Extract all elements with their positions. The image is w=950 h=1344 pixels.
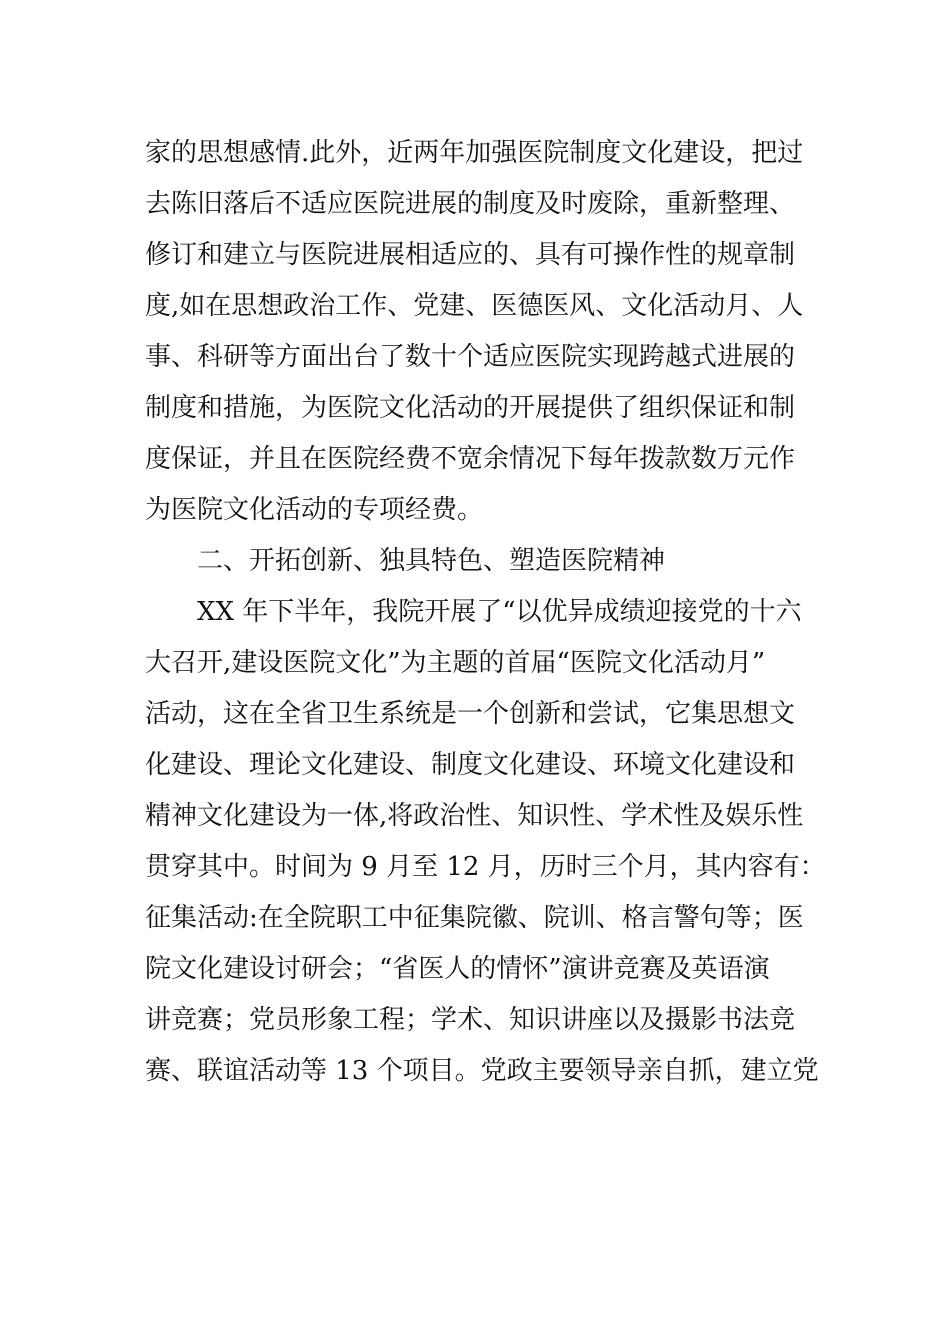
text-line: 讲竞赛；党员形象工程；学术、知识讲座以及摄影书法竞	[145, 1005, 796, 1035]
text-line: 为医院文化活动的专项经费。	[145, 495, 484, 525]
text-line: 制度和措施，为医院文化活动的开展提供了组织保证和制	[145, 393, 796, 423]
text-line: 活动，这在全省卫生系统是一个创新和尝试，它集思想文	[145, 699, 796, 729]
text-line: 赛、联谊活动等 13 个项目。党政主要领导亲自抓，建立党	[145, 1056, 819, 1086]
text-line: 去陈旧落后不适应医院进展的制度及时废除，重新整理、	[145, 189, 796, 219]
text-line: 贯穿其中。时间为 9 月至 12 月，历时三个月，其内容有：	[145, 852, 826, 882]
section-heading: 二、开拓创新、独具特色、塑造医院精神	[197, 546, 666, 576]
text-line: 大召开,建设医院文化”为主题的首届“医院文化活动月”	[145, 648, 766, 678]
paragraph-first-line: XX 年下半年，我院开展了“以优异成绩迎接党的十六	[197, 597, 802, 627]
text-line: 征集活动:在全院职工中征集院徽、院训、格言警句等；医	[145, 903, 804, 933]
text-line: 修订和建立与医院进展相适应的、具有可操作性的规章制	[145, 240, 796, 270]
text-line: 度保证，并且在医院经费不宽余情况下每年拨款数万元作	[145, 444, 796, 474]
text-line: 化建设、理论文化建设、制度文化建设、环境文化建设和	[145, 750, 796, 780]
text-line: 度,如在思想政治工作、党建、医德医风、文化活动月、人	[145, 291, 804, 321]
text-line: 精神文化建设为一体,将政治性、知识性、学术性及娱乐性	[145, 801, 804, 831]
text-line: 事、科研等方面出台了数十个适应医院实现跨越式进展的	[145, 342, 796, 372]
text-line: 院文化建设讨研会；“省医人的情怀”演讲竞赛及英语演	[145, 954, 770, 984]
text-line: 家的思想感情.此外，近两年加强医院制度文化建设，把过	[145, 138, 804, 168]
document-body	[145, 128, 826, 1097]
